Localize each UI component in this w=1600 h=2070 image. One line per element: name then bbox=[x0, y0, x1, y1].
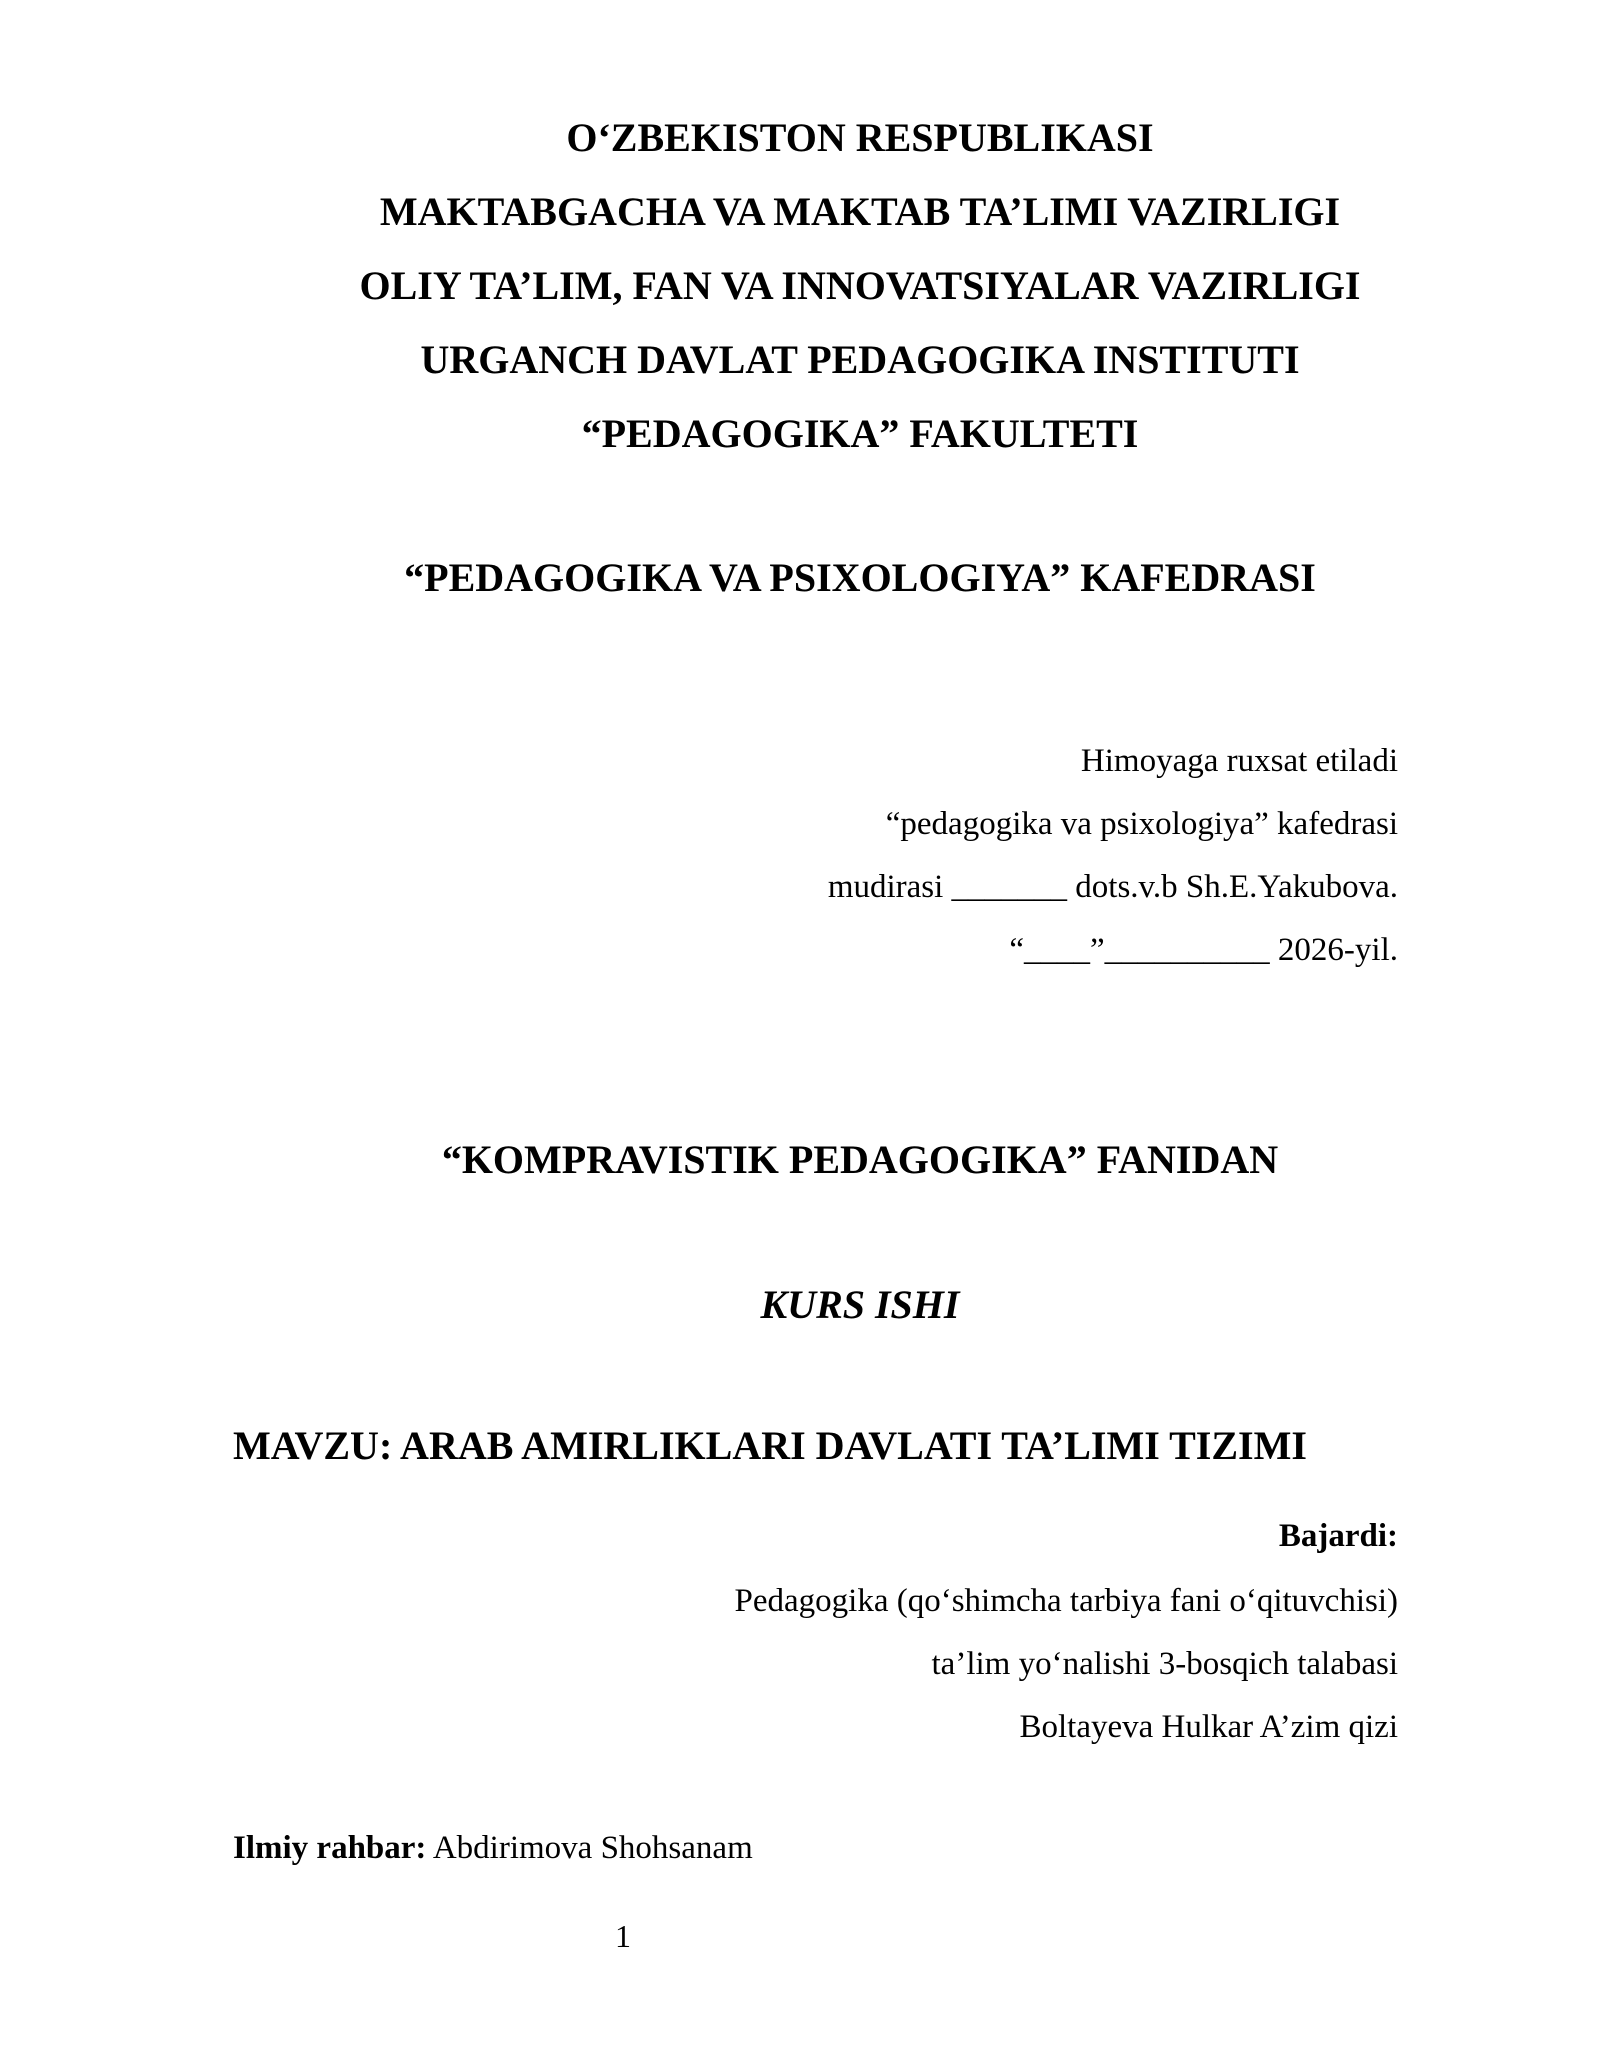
header-line-ministry-school: MAKTABGACHA VA MAKTAB TA’LIMI VAZIRLIGI bbox=[379, 189, 1341, 234]
performer-line-3: Boltayeva Hulkar A’zim qizi bbox=[1019, 1709, 1398, 1745]
performer-label: Bajardi: bbox=[1278, 1518, 1398, 1554]
approval-line-4: “____”__________ 2026-yil. bbox=[1009, 932, 1398, 968]
topic-title: MAVZU: ARAB AMIRLIKLARI DAVLATI TA’LIMI TIZIMI bbox=[233, 1423, 1307, 1468]
supervisor-label: Ilmiy rahbar: bbox=[233, 1830, 427, 1866]
header-line-ministry-higher: OLIY TA’LIM, FAN VA INNOVATSIYALAR VAZIRLIGI bbox=[359, 263, 1361, 308]
header-line-country: O‘ZBEKISTON RESPUBLIKASI bbox=[566, 115, 1154, 160]
header-line-institute: URGANCH DAVLAT PEDAGOGIKA INSTITUTI bbox=[420, 337, 1300, 382]
approval-line-3: mudirasi _______ dots.v.b Sh.E.Yakubova. bbox=[827, 869, 1398, 905]
approval-line-1: Himoyaga ruxsat etiladi bbox=[1080, 743, 1398, 779]
supervisor-line bbox=[233, 1832, 753, 1865]
header-line-faculty: “PEDAGOGIKA” FAKULTETI bbox=[581, 411, 1139, 456]
supervisor-name: Abdirimova Shohsanam bbox=[426, 1830, 753, 1866]
department-title: “PEDAGOGIKA VA PSIXOLOGIYA” KAFEDRASI bbox=[404, 555, 1316, 600]
approval-line-2: “pedagogika va psixologiya” kafedrasi bbox=[885, 806, 1398, 842]
performer-line-2: ta’lim yo‘nalishi 3-bosqich talabasi bbox=[931, 1646, 1398, 1682]
performer-line-1: Pedagogika (qo‘shimcha tarbiya fani o‘qituvchisi) bbox=[734, 1583, 1398, 1619]
page-number: 1 bbox=[615, 1918, 631, 1954]
subject-title: “KOMPRAVISTIK PEDAGOGIKA” FANIDAN bbox=[441, 1137, 1279, 1182]
work-type-title: KURS ISHI bbox=[760, 1282, 960, 1327]
